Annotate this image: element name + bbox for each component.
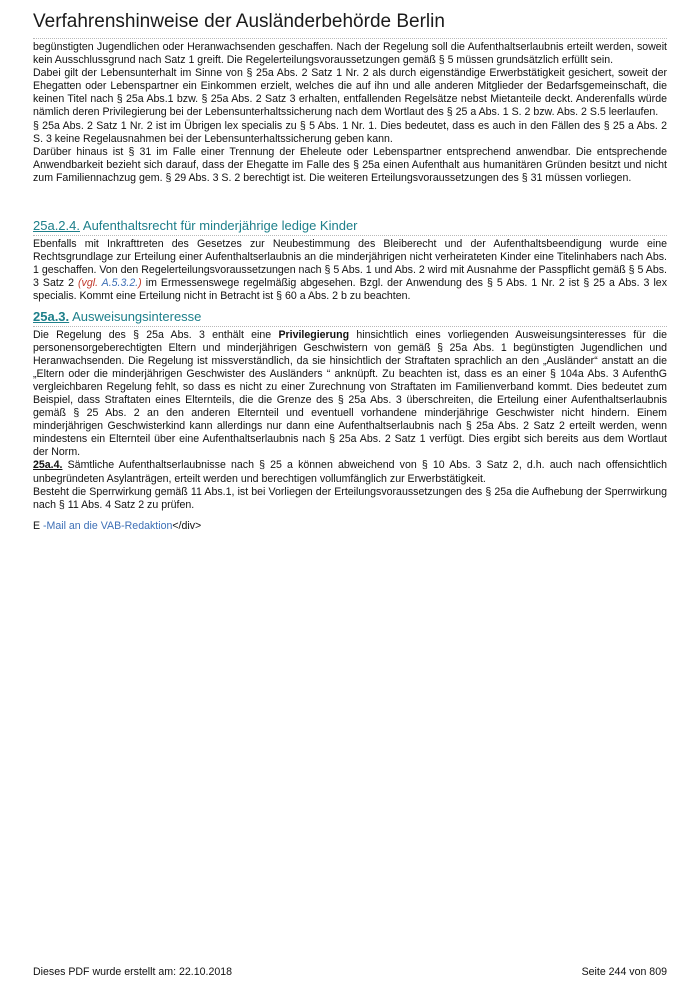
section-number-25a-4: 25a.4. xyxy=(33,459,63,472)
section-divider xyxy=(33,235,667,236)
header-divider xyxy=(33,38,667,39)
paragraph xyxy=(33,329,667,460)
reference-paren-close: ) xyxy=(138,277,142,290)
paragraph: Dabei gilt der Lebensunterhalt im Sinne von § 25a Abs. 2 Satz 1 Nr. 2 als durch eigenständige Erwerbstätigkeit gesichert, soweit der Ehegatten oder Lebenspartner ein Einkommen erzielt, welches die auf ihn und alle anderen Mitglieder der Bedarfsgemeinschaft, die keinen Titel nach § 25a Abs.1 bzw. § 25a Abs. 2 Satz 3 erhalten, entfallenden Regelsätze nebst Mietanteile deckt. Anderenfalls würde nämlich deren Privilegierung bei der Lebensunterhaltssicherung nach dem Wortlaut des § 25 a Abs. 1 S. 2 bzw. Abs. 2 S.5 leerlaufen. xyxy=(33,67,667,119)
text-segment: im Ermessenswege regelmäßig abgesehen. Bzgl. der Anwendung des § 5 Abs. 1 Nr. 2 ist § 25 a Abs. 3 lex specialis. Kommt eine Erteilung nicht in Betracht ist § 60 a Abs. 2 b zu beachten. xyxy=(33,277,667,303)
text-segment: hinsichtlich eines vorliegenden Ausweisungsinteresses für die personensorgeberechtigten Eltern und minderjährigen Geschwistern von gemäß § 25a Abs. 1 begünstigten Jugendlichen und Heranwachsenden. Die Regelung ist missverständlich, da sie hinsichtlich der Straftaten sprachlich an den „Ausländer“ anstatt an die „Eltern oder die minderjährigen Geschwister des Ausländers “ anknüpft. Zu beachten ist, dass es an einer § 104a Abs. 3 AufenthG vergleichbaren Regelung fehlt, so dass es nicht zu einer Zurechnung von Straftaten im Familienverband kommt. Dies bedeutet zum Beispiel, dass Straftaten eines Elternteils, die die Grenze des § 25a Abs. 3 überschreiten, die Erteilung einer Aufenthaltserlaubnis gemäß § 25 Abs. 2 an den anderen Elternteil und eventuell vorhandene minderjährige Geschwister nicht hindern. Einem minderjährigen Geschwisterkind kann allerdings nur dann eine Aufenthaltserlaubnis nach § 25a Abs. 2 Satz 2 erteilt werden, wenn mindestens ein Elternteil über eine Aufenthaltserlaubnis nach § 25a Abs. 2 Satz 1 verfügt. Dies ergibt sich bereits aus dem Wortlaut der Norm. xyxy=(33,328,667,459)
paragraph: Besteht die Sperrwirkung gemäß 11 Abs.1, ist bei Vorliegen der Erteilungsvoraussetzungen des § 25a die Aufhebung der Sperrwirkung nach § 11 Abs. 4 Satz 2 zu prüfen. xyxy=(33,485,667,511)
text-segment: Die Regelung des § 25a Abs. 3 enthält eine xyxy=(33,328,279,341)
footer-page-number: Seite 244 von 809 xyxy=(581,966,667,978)
section-title: Ausweisungsinteresse xyxy=(72,308,202,324)
mail-link[interactable]: -Mail an die VAB-Redaktion xyxy=(43,519,173,532)
text-segment: Ebenfalls mit Inkrafttreten des Gesetzes zur Neubestimmung des Bleiberecht und der Aufenthaltsbeendigung wurde eine Rechtsgrundlage zur Erteilung einer Aufenthaltserlaubnis an die minderjährigen nicht verheirateten Kinder eine Titelinhabers nach Abs. 1 geschaffen. Von den Regelerteilungsvoraussetzungen nach § 5 Abs. 1 und Abs. 2 wird mit Ausnahme der Passpflicht gemäß § 5 Abs. 3 Satz 2 xyxy=(33,238,667,290)
section-heading-25a-3 xyxy=(33,309,667,325)
section-divider xyxy=(33,326,667,327)
paragraph: § 25a Abs. 2 Satz 1 Nr. 2 ist im Übrigen lex specialis zu § 5 Abs. 1 Nr. 1. Dies bedeutet, dass es auch in den Fällen des § 25 a Abs. 2 S. 3 keine Regelausnahmen bei der Lebensunterhaltssicherung geben kann. xyxy=(33,119,667,145)
paragraph: begünstigten Jugendlichen oder Heranwachsenden geschaffen. Nach der Regelung soll die Aufenthaltserlaubnis erteilt werden, soweit kein Ausschlussgrund nach Satz 1 greift. Die Regelerteilungsvoraussetzungen gemäß § 5 müssen grundsätzlich erfüllt sein. xyxy=(33,41,667,67)
document-body xyxy=(33,41,667,533)
bold-term: Privilegierung xyxy=(278,328,350,341)
reference-paren-open: (vgl. xyxy=(78,277,102,290)
page-title: Verfahrenshinweise der Ausländerbehörde Berlin xyxy=(33,11,445,32)
text-segment: Sämtliche Aufenthaltserlaubnisse nach § 25 a können abweichend von § 10 Abs. 3 Satz 2, d.h. auch nach offensichtlich unbegründeten Asylanträgen, erteilt werden und berechtigen vollumfänglich zur Erwerbstätigkeit. xyxy=(33,459,667,485)
paragraph: Darüber hinaus ist § 31 im Falle einer Trennung der Eheleute oder Lebenspartner entsprechend anwendbar. Die entsprechende Anwendbarkeit bezieht sich darauf, dass der Ehegatte im Falle des § 25a einen Aufenthalt aus humanitären Gründen besitzt und nicht zum Familiennachzug gem. § 29 Abs. 3 S. 2 berechtigt ist. Die weiteren Erteilungsvoraussetzungen des § 31 müssen vorliegen. xyxy=(33,145,667,184)
mail-line xyxy=(33,520,667,533)
paragraph xyxy=(33,459,667,485)
footer-created-date: Dieses PDF wurde erstellt am: 22.10.2018 xyxy=(33,966,233,978)
mail-prefix: E xyxy=(33,519,44,532)
section-anchor-link[interactable]: 25a.2.4. xyxy=(33,218,80,234)
section-heading-25a-2-4 xyxy=(33,218,667,234)
stray-markup-text: </div> xyxy=(172,519,202,532)
reference-link[interactable]: A.5.3.2. xyxy=(101,277,139,290)
section-anchor-link[interactable]: 25a.3. xyxy=(33,308,70,324)
section-title: Aufenthaltsrecht für minderjährige ledige Kinder xyxy=(82,218,358,234)
paragraph xyxy=(33,238,667,303)
